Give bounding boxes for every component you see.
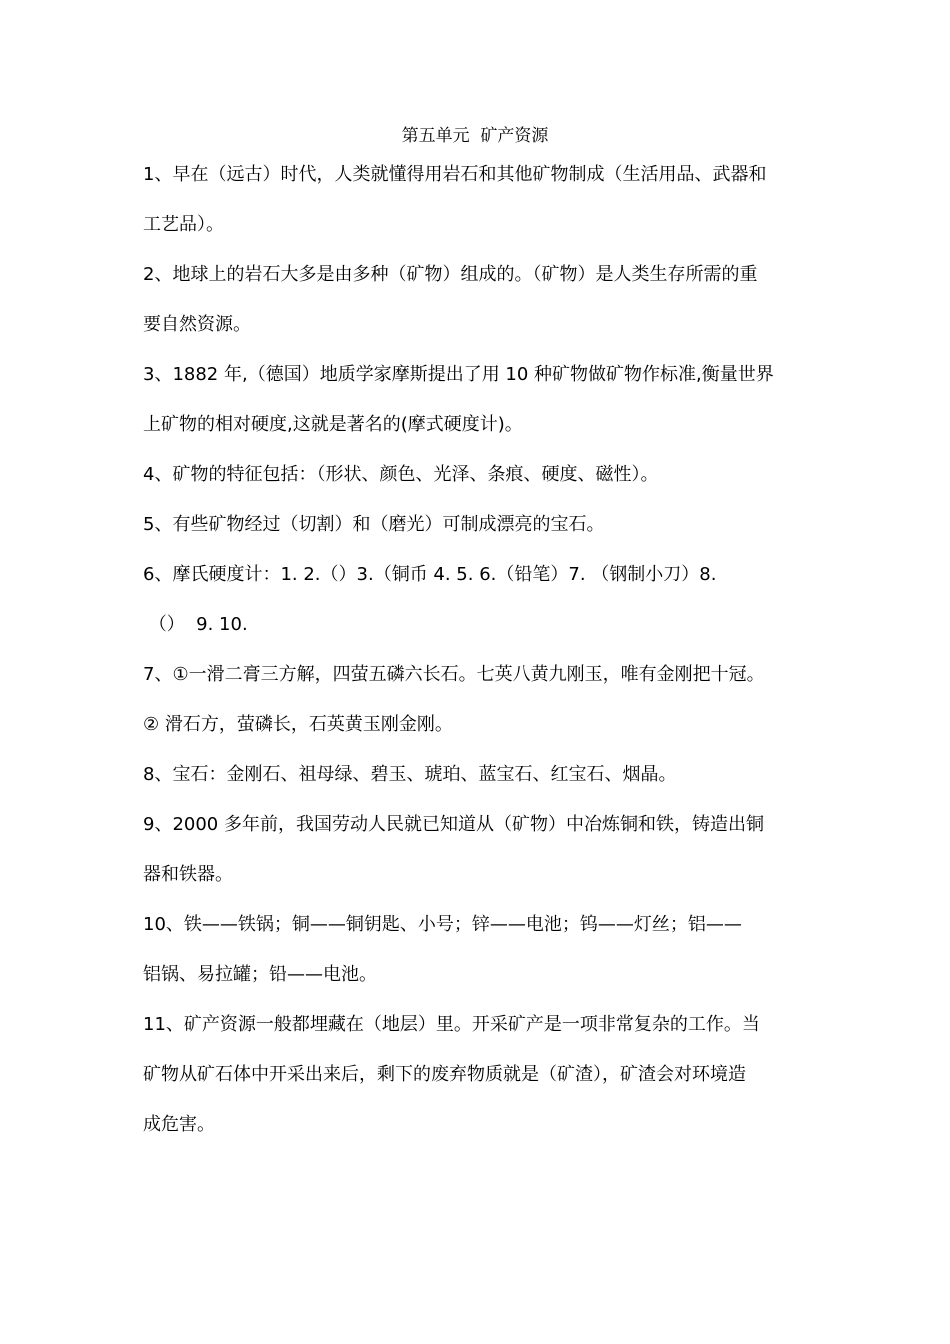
text-line: 1、早在（远古）时代，人类就懂得用岩石和其他矿物制成（生活用品、武器和 [143, 164, 767, 185]
text-line: 成危害。 [143, 1114, 215, 1135]
page-title: 第五单元 矿产资源 [401, 126, 549, 146]
text-line: ② 滑石方，萤磷长，石英黄玉刚金刚。 [143, 714, 453, 735]
text-line: 6、摩氏硬度计：1. 2.（）3.（铜币 4. 5. 6.（铅笔）7. （钢制小刀）8. [143, 564, 717, 585]
text-line: 11、矿产资源一般都埋藏在（地层）里。开采矿产是一项非常复杂的工作。当 [143, 1014, 760, 1035]
text-line: 4、矿物的特征包括：（形状、颜色、光泽、条痕、硬度、磁性）。 [143, 464, 659, 485]
text-line: 8、宝石：金刚石、祖母绿、碧玉、琥珀、蓝宝石、红宝石、烟晶。 [143, 764, 677, 785]
text-line: 7、①一滑二膏三方解，四萤五磷六长石。七英八黄九刚玉，唯有金刚把十冠。 [143, 664, 765, 685]
text-line: （） 9. 10. [143, 614, 248, 635]
text-line: 器和铁器。 [143, 864, 233, 885]
document-body [143, 160, 818, 1160]
text-line: 铝锅、易拉罐；铅——电池。 [143, 964, 377, 985]
text-line: 5、有些矿物经过（切割）和（磨光）可制成漂亮的宝石。 [143, 514, 605, 535]
text-line: 上矿物的相对硬度,这就是著名的(摩式硬度计)。 [143, 414, 523, 435]
text-line: 9、2000 多年前，我国劳动人民就已知道从（矿物）中冶炼铜和铁，铸造出铜 [143, 814, 764, 835]
text-line: 要自然资源。 [143, 314, 251, 335]
text-line: 矿物从矿石体中开采出来后，剩下的废弃物质就是（矿渣），矿渣会对环境造 [143, 1064, 746, 1085]
text-line: 工艺品）。 [143, 214, 224, 235]
text-line: 3、1882 年,（德国）地质学家摩斯提出了用 10 种矿物做矿物作标准,衡量世界 [143, 364, 774, 385]
text-line: 2、地球上的岩石大多是由多种（矿物）组成的。（矿物）是人类生存所需的重 [143, 264, 758, 285]
text-line: 10、铁——铁锅；铜——铜钥匙、小号；锌——电池；钨——灯丝；铝—— [143, 914, 742, 935]
